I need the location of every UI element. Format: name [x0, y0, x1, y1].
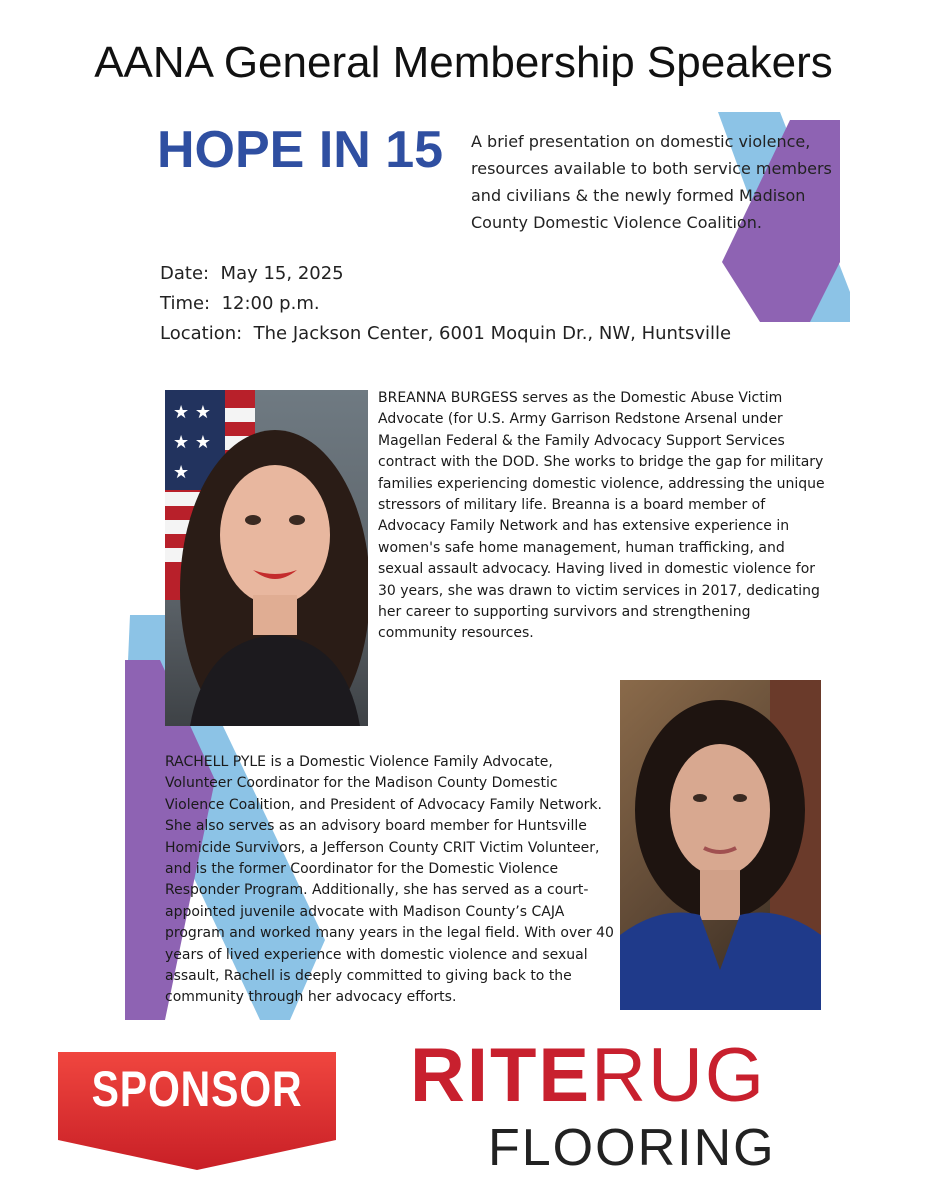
brand-rite: RITE [410, 1033, 592, 1118]
speaker-bio-rachell-pyle: RACHELL PYLE is a Domestic Violence Family Advocate, Volunteer Coordinator for the Madison County Domestic Violence Coalition, and President of Advocacy Family Network. She also serves as an advisory board member for Huntsville Homicide Survivors, a Jefferson County CRIT Victim Volunteer, and is the former Coordinator for the Domestic Violence Responder Program. Additionally, she has served as a court-appointed juvenile advocate with Madison County’s CAJA program and worked many years in the legal field. With over 40 years of lived experience with domestic violence and sexual assault, Rachell is deeply committed to giving back to the community through her advocacy efforts. [165, 754, 614, 1006]
time-row [160, 289, 731, 319]
location-label: Location: [160, 323, 243, 344]
sponsor-logo-flooring: FLOORING [488, 1119, 776, 1177]
portrait-image [620, 680, 821, 1010]
location-row [160, 319, 731, 349]
time-label: Time: [160, 293, 211, 314]
location-value: The Jackson Center, 6001 Moquin Dr., NW, Huntsville [253, 323, 732, 344]
svg-text:★ ★: ★ ★ [173, 432, 211, 453]
speaker-photo-rachell-pyle [620, 680, 821, 1010]
date-value: May 15, 2025 [220, 263, 344, 284]
page-title: AANA General Membership Speakers [94, 38, 833, 87]
svg-text:★ ★: ★ ★ [173, 402, 211, 423]
time-value: 12:00 p.m. [221, 293, 320, 314]
portrait-image [165, 390, 368, 726]
event-title: HOPE IN 15 [157, 121, 444, 179]
svg-text:★: ★ [173, 462, 190, 483]
event-details [160, 259, 731, 349]
brand-rug: RUG [591, 1033, 767, 1118]
sponsor-label: SPONSOR [91, 1061, 303, 1117]
speaker-photo-breanna-burgess [165, 390, 368, 726]
sponsor-logo-riterug [410, 1032, 766, 1119]
date-row [160, 259, 731, 289]
event-description: A brief presentation on domestic violence, resources available to both service members and civilians & the newly formed Madison County Domestic Violence Coalition. [471, 132, 832, 232]
speaker-bio-breanna-burgess: BREANNA BURGESS serves as the Domestic Abuse Victim Advocate (for U.S. Army Garrison Redstone Arsenal under Magellan Federal & the Family Advocacy Support Services contract with the DOD. She works to bridge the gap for military families experiencing domestic violence, addressing the unique stressors of military life. Breanna is a board member of Advocacy Family Network and has extensive experience in women's safe home management, human trafficking, and sexual assault advocacy. Having lived in domestic violence for 30 years, she was drawn to victim services in 2017, dedicating her career to supporting survivors and strengthening community resources. [378, 390, 825, 642]
date-label: Date: [160, 263, 210, 284]
